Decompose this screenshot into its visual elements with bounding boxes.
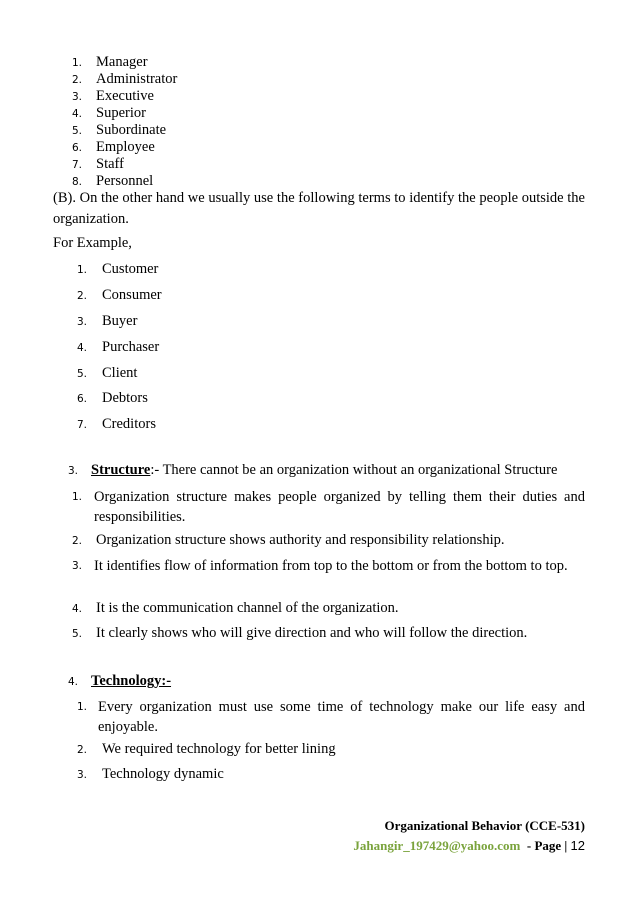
list-number: 5.: [72, 125, 83, 137]
footer-line: [353, 838, 585, 854]
list-number: 2.: [77, 290, 88, 302]
list-number: 6.: [77, 393, 88, 405]
footer-course: Organizational Behavior (CCE-531): [384, 818, 585, 833]
list-number: 1.: [72, 57, 83, 69]
list-item: Staff: [96, 156, 124, 172]
list-number: 3.: [77, 316, 88, 328]
list-number: 1.: [77, 264, 88, 276]
footer-email: Jahangir_197429@yahoo.com: [353, 838, 521, 853]
list-item: Purchaser: [102, 339, 160, 355]
document-page: 1. Manager 2. Administrator 3. Executive 4. Superior 5. Subordinate 6. Employee 7. Staff 8. Personnel (B). On the other hand we usually use the following terms to identify the people outside the organization. For Example, 1. Customer 2. Consumer 3. Buyer 4. Purchaser 5. Client 6. Debtors 7. Creditors 3. Structure:- There cannot be an organization without an organizational Structure 1. Organization structure makes people organized by telling them their duties and responsibilities. 2. Organization structure shows authority and responsibility relationship. 3. It identifies flow of information from top to the bottom or from the bottom to top. 4. It is the communication channel of the organization. 5. It clearly shows who will give direction and who will follow the direction. 4. Technology:- 1. Every organization must use some time of technology make our life easy and enjoyable. 2. We required technology for better lining 3. Technology dynamic Organizational Behavior (CCE-531) Jahangir_197429@yahoo.com - Page | 12: [53, 54, 585, 853]
list-number: 4.: [72, 108, 83, 120]
section-heading: Structure: [91, 462, 151, 478]
list-number: 4.: [77, 342, 88, 354]
list-item: Consumer: [102, 287, 162, 303]
list-item: Buyer: [102, 313, 138, 329]
list-item: Customer: [102, 261, 159, 277]
section-heading: Technology:-: [91, 673, 172, 689]
list-number: 7.: [72, 159, 83, 171]
list-item: Employee: [96, 139, 155, 155]
list-item: Creditors: [102, 416, 156, 432]
list-item: Client: [102, 365, 138, 381]
list-item: Subordinate: [96, 122, 167, 138]
list-item: Administrator: [96, 71, 178, 87]
list-item: Debtors: [102, 390, 148, 406]
for-example-label: For Example,: [53, 235, 132, 251]
list-number: 8.: [72, 176, 83, 188]
list-number: 2.: [72, 74, 83, 86]
list-item: Personnel: [96, 173, 154, 189]
list-number: 5.: [77, 368, 88, 380]
paragraph-b: (B). On the other hand we usually use the following terms to identify the people outside the organization.: [53, 190, 585, 227]
list-number: 7.: [77, 419, 88, 431]
list-item: Executive: [96, 88, 154, 104]
list-number: 6.: [72, 142, 83, 154]
list-item: Superior: [96, 105, 146, 121]
list-item: Manager: [96, 54, 148, 70]
footer-page-number: 12: [570, 838, 585, 853]
list-number: 3.: [72, 91, 83, 103]
footer-page-label: - Page |: [526, 838, 568, 853]
